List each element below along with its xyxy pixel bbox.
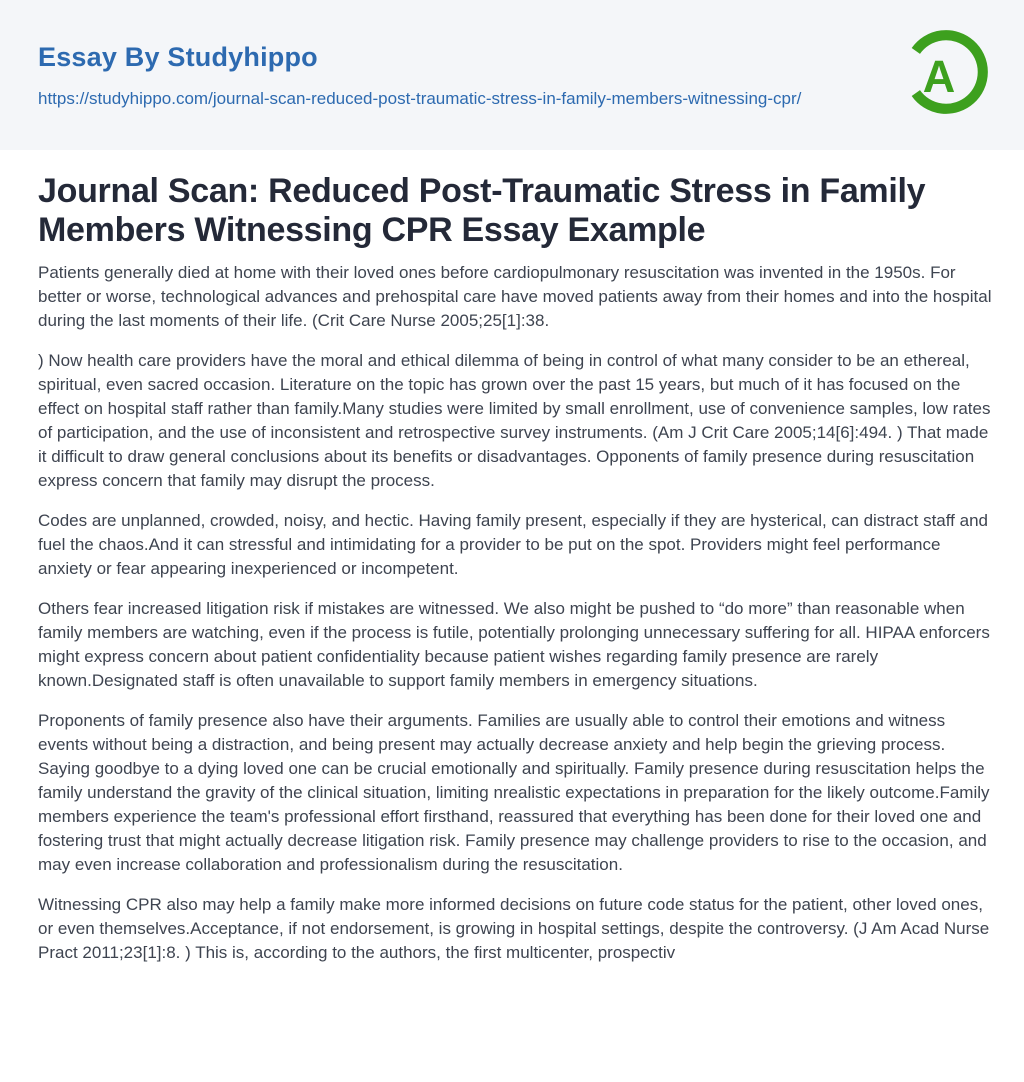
essay-paragraph: Patients generally died at home with their loved ones before cardiopulmonary resuscitation was invented in the 1950s. For better or worse, technological advances and prehospital care have moved patients away from their homes and into the hospital during the last moments of their life. (Crit Care Nurse 2005;25[1]:38. [38, 263, 992, 330]
essay-body [38, 261, 996, 965]
essay-url-link[interactable]: https://studyhippo.com/journal-scan-reduced-post-traumatic-stress-in-family-members-witnessing-cpr/ [38, 89, 802, 108]
page-header [0, 0, 1024, 150]
studyhippo-logo [900, 26, 992, 118]
essay-paragraph: Others fear increased litigation risk if mistakes are witnessed. We also might be pushed to “do more” than reasonable when family members are watching, even if the process is futile, potentially prolonging unnecessary suffering for all. HIPAA enforcers might express concern about patient confidentiality because patient wishes regarding family presence are rarely known.Designated staff is often unavailable to support family members in emergency situations. [38, 599, 990, 690]
essay-content [0, 150, 1024, 965]
logo-letter: A [922, 50, 956, 102]
essay-paragraph: Witnessing CPR also may help a family make more informed decisions on future code status for the patient, other loved ones, or even themselves.Acceptance, if not endorsement, is growing in hospital settings, despite the controversy. (J Am Acad Nurse Pract 2011;23[1]:8. ) This is, according to the authors, the first multicenter, prospectiv [38, 895, 990, 962]
essay-title: Journal Scan: Reduced Post-Traumatic Stress in Family Members Witnessing CPR Essay Example [38, 172, 926, 249]
site-title: Essay By Studyhippo [38, 42, 318, 72]
essay-paragraph: ) Now health care providers have the moral and ethical dilemma of being in control of what many consider to be an ethereal, spiritual, even sacred occasion. Literature on the topic has grown over the past 15 years, but much of it has focused on the effect on hospital staff rather than family.Many studies were limited by small enrollment, use of convenience samples, low rates of participation, and the use of inconsistent and retrospective survey instruments. (Am J Crit Care 2005;14[6]:494. ) That made it difficult to draw general conclusions about its benefits or disadvantages. Opponents of family presence during resuscitation express concern that family may disrupt the process. [38, 351, 991, 490]
essay-paragraph: Codes are unplanned, crowded, noisy, and hectic. Having family present, especially if they are hysterical, can distract staff and fuel the chaos.And it can stressful and intimidating for a provider to be put on the spot. Providers might feel performance anxiety or fear appearing inexperienced or incompetent. [38, 511, 988, 578]
essay-paragraph: Proponents of family presence also have their arguments. Families are usually able to control their emotions and witness events without being a distraction, and being present may actually decrease anxiety and help begin the grieving process. Saying goodbye to a dying loved one can be crucial emotionally and spiritually. Family presence during resuscitation helps the family understand the gravity of the clinical situation, limiting nrealistic expectations in preparation for the likely outcome.Family members experience the team's professional effort firsthand, reassured that everything has been done for their loved one and fostering trust that might actually decrease litigation risk. Family presence may challenge providers to rise to the occasion, and may even increase collaboration and professionalism during the resuscitation. [38, 711, 990, 874]
